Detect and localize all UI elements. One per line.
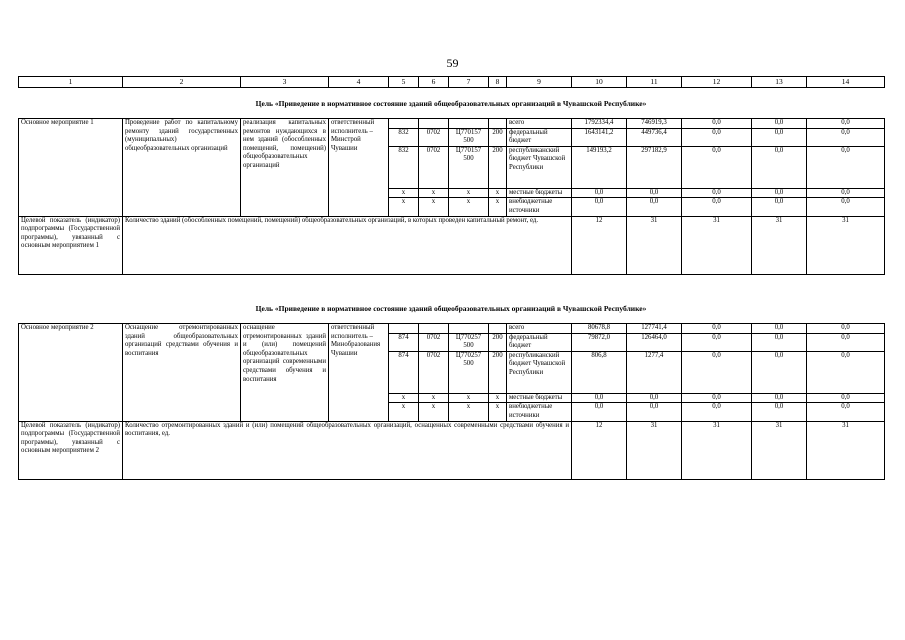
value-cell: 0,0 [572, 198, 627, 216]
value-cell: 80678,8 [572, 324, 627, 334]
indicator-row [19, 216, 885, 274]
value-cell: 0,0 [682, 324, 752, 334]
event-name: Оснащение отремонтированных зданий общеобразовательных организаций средствами обучения и воспитания [123, 324, 241, 422]
event-status: Основное мероприятие 1 [19, 119, 123, 217]
vr-cell: x [489, 198, 507, 216]
rz-cell: x [419, 403, 449, 421]
value-cell: 1792334,4 [572, 119, 627, 129]
rz-cell [419, 119, 449, 129]
value-cell: 0,0 [752, 188, 807, 198]
indicator-value: 12 [572, 421, 627, 479]
value-cell: 0,0 [627, 198, 682, 216]
event-result: оснащение отремонтированных зданий и (или) помещений общеобразовательных организаций современными средствами обучения и воспитания [241, 324, 329, 422]
indicator-text: Количество зданий (обособленных помещений, помещений) общеобразовательных организаций, в которых проведен капитальный ремонт, ед. [123, 216, 572, 274]
indicator-value: 31 [752, 421, 807, 479]
column-number: 3 [241, 77, 329, 88]
value-cell: 0,0 [752, 198, 807, 216]
grbs-cell: 874 [389, 351, 419, 393]
grbs-cell: 832 [389, 128, 419, 146]
funding-source: внебюджетные источники [507, 198, 572, 216]
csr-cell: x [449, 403, 489, 421]
vr-cell: x [489, 393, 507, 403]
value-cell: 0,0 [682, 146, 752, 188]
vr-cell: 200 [489, 333, 507, 351]
column-number: 2 [123, 77, 241, 88]
csr-cell: x [449, 198, 489, 216]
value-cell: 0,0 [682, 333, 752, 351]
value-cell: 79872,0 [572, 333, 627, 351]
value-cell: 127741,4 [627, 324, 682, 334]
value-cell: 0,0 [752, 333, 807, 351]
rz-cell: x [419, 393, 449, 403]
column-number: 1 [19, 77, 123, 88]
funding-source: местные бюджеты [507, 188, 572, 198]
value-cell: 126464,0 [627, 333, 682, 351]
column-number: 14 [807, 77, 885, 88]
value-cell: 0,0 [682, 119, 752, 129]
csr-cell [449, 119, 489, 129]
value-cell: 0,0 [682, 393, 752, 403]
indicator-value: 31 [627, 216, 682, 274]
event-executor: ответственный исполнитель – Минобразования Чувашии [329, 324, 389, 422]
page-number: 59 [446, 56, 459, 70]
funding-source: федеральный бюджет [507, 128, 572, 146]
column-number: 6 [419, 77, 449, 88]
grbs-cell: 874 [389, 333, 419, 351]
vr-cell: 200 [489, 128, 507, 146]
grbs-cell: x [389, 188, 419, 198]
column-number-row [19, 77, 885, 88]
csr-cell: Ц770157 500 [449, 146, 489, 188]
rz-cell [419, 324, 449, 334]
value-cell: 0,0 [682, 403, 752, 421]
funding-source: местные бюджеты [507, 393, 572, 403]
rz-cell: 0702 [419, 146, 449, 188]
goal-heading-2: Цель «Приведение в нормативное состояние зданий общеобразовательных организаций в Чувашской Республике» [255, 304, 647, 313]
column-number: 11 [627, 77, 682, 88]
value-cell: 0,0 [752, 324, 807, 334]
value-cell: 449736,4 [627, 128, 682, 146]
grbs-cell: x [389, 403, 419, 421]
value-cell: 0,0 [807, 146, 885, 188]
csr-cell: x [449, 188, 489, 198]
rz-cell: 0702 [419, 351, 449, 393]
value-cell: 0,0 [807, 128, 885, 146]
value-cell: 297182,9 [627, 146, 682, 188]
indicator-value: 31 [752, 216, 807, 274]
indicator-value: 31 [807, 216, 885, 274]
value-cell: 1643141,2 [572, 128, 627, 146]
event-executor: ответственный исполнитель – Минстрой Чувашии [329, 119, 389, 217]
funding-source: федеральный бюджет [507, 333, 572, 351]
column-number: 10 [572, 77, 627, 88]
indicator-value: 12 [572, 216, 627, 274]
csr-cell: Ц770257 500 [449, 333, 489, 351]
value-cell: 0,0 [627, 403, 682, 421]
vr-cell [489, 324, 507, 334]
value-cell: 0,0 [572, 393, 627, 403]
value-cell: 0,0 [807, 324, 885, 334]
csr-cell: x [449, 393, 489, 403]
funding-source: республиканский бюджет Чувашской Республики [507, 351, 572, 393]
rz-cell: x [419, 198, 449, 216]
rz-cell: x [419, 188, 449, 198]
value-cell: 746919,3 [627, 119, 682, 129]
value-cell: 0,0 [807, 393, 885, 403]
grbs-cell [389, 119, 419, 129]
indicator-label: Целевой показатель (индикатор) подпрограммы (Государственной программы), увязанный с основным мероприятием 1 [19, 216, 123, 274]
grbs-cell: 832 [389, 146, 419, 188]
value-cell: 0,0 [682, 188, 752, 198]
indicator-value: 31 [682, 421, 752, 479]
indicator-value: 31 [627, 421, 682, 479]
value-cell: 0,0 [682, 351, 752, 393]
vr-cell: x [489, 188, 507, 198]
value-cell: 0,0 [752, 351, 807, 393]
vr-cell [489, 119, 507, 129]
csr-cell: Ц770257 500 [449, 351, 489, 393]
event-1-table [18, 118, 885, 275]
value-cell: 806,8 [572, 351, 627, 393]
value-cell: 0,0 [752, 119, 807, 129]
value-cell: 0,0 [682, 198, 752, 216]
grbs-cell: x [389, 393, 419, 403]
column-number: 7 [449, 77, 489, 88]
indicator-text: Количество отремонтированных зданий и (или) помещений общеобразовательных организаций, оснащенных современными средствами обучения и воспитания, ед. [123, 421, 572, 479]
value-cell: 0,0 [807, 188, 885, 198]
csr-cell [449, 324, 489, 334]
funding-source: всего [507, 324, 572, 334]
grbs-cell [389, 324, 419, 334]
value-cell: 0,0 [807, 333, 885, 351]
value-cell: 1277,4 [627, 351, 682, 393]
funding-source: внебюджетные источники [507, 403, 572, 421]
value-cell: 0,0 [752, 403, 807, 421]
value-cell: 0,0 [682, 128, 752, 146]
event-row [19, 119, 885, 129]
indicator-label: Целевой показатель (индикатор) подпрограммы (Государственной программы), увязанный с основным мероприятием 2 [19, 421, 123, 479]
column-number: 4 [329, 77, 389, 88]
goal-heading-1: Цель «Приведение в нормативное состояние зданий общеобразовательных организаций в Чувашской Республике» [255, 99, 647, 108]
rz-cell: 0702 [419, 333, 449, 351]
event-name: Проведение работ по капитальному ремонту зданий государственных (муниципальных) общеобразовательных организаций [123, 119, 241, 217]
csr-cell: Ц770157 500 [449, 128, 489, 146]
value-cell: 0,0 [572, 403, 627, 421]
indicator-value: 31 [682, 216, 752, 274]
value-cell: 0,0 [807, 351, 885, 393]
vr-cell: x [489, 403, 507, 421]
event-result: реализация капитальных ремонтов нуждающихся в нем зданий (обособленных помещений, помещений) общеобразовательных организаций [241, 119, 329, 217]
column-number: 9 [507, 77, 572, 88]
value-cell: 0,0 [807, 403, 885, 421]
value-cell: 0,0 [807, 119, 885, 129]
value-cell: 0,0 [572, 188, 627, 198]
funding-source: всего [507, 119, 572, 129]
vr-cell: 200 [489, 351, 507, 393]
column-number: 13 [752, 77, 807, 88]
event-2-table [18, 323, 885, 480]
rz-cell: 0702 [419, 128, 449, 146]
funding-source: республиканский бюджет Чувашской Республики [507, 146, 572, 188]
value-cell: 0,0 [752, 128, 807, 146]
value-cell: 0,0 [627, 393, 682, 403]
column-number: 12 [682, 77, 752, 88]
column-number: 5 [389, 77, 419, 88]
value-cell: 0,0 [752, 146, 807, 188]
value-cell: 0,0 [807, 198, 885, 216]
column-number: 8 [489, 77, 507, 88]
event-row [19, 324, 885, 334]
value-cell: 0,0 [752, 393, 807, 403]
event-status: Основное мероприятие 2 [19, 324, 123, 422]
value-cell: 0,0 [627, 188, 682, 198]
indicator-row [19, 421, 885, 479]
vr-cell: 200 [489, 146, 507, 188]
value-cell: 149193,2 [572, 146, 627, 188]
column-header-table [18, 76, 885, 88]
indicator-value: 31 [807, 421, 885, 479]
grbs-cell: x [389, 198, 419, 216]
